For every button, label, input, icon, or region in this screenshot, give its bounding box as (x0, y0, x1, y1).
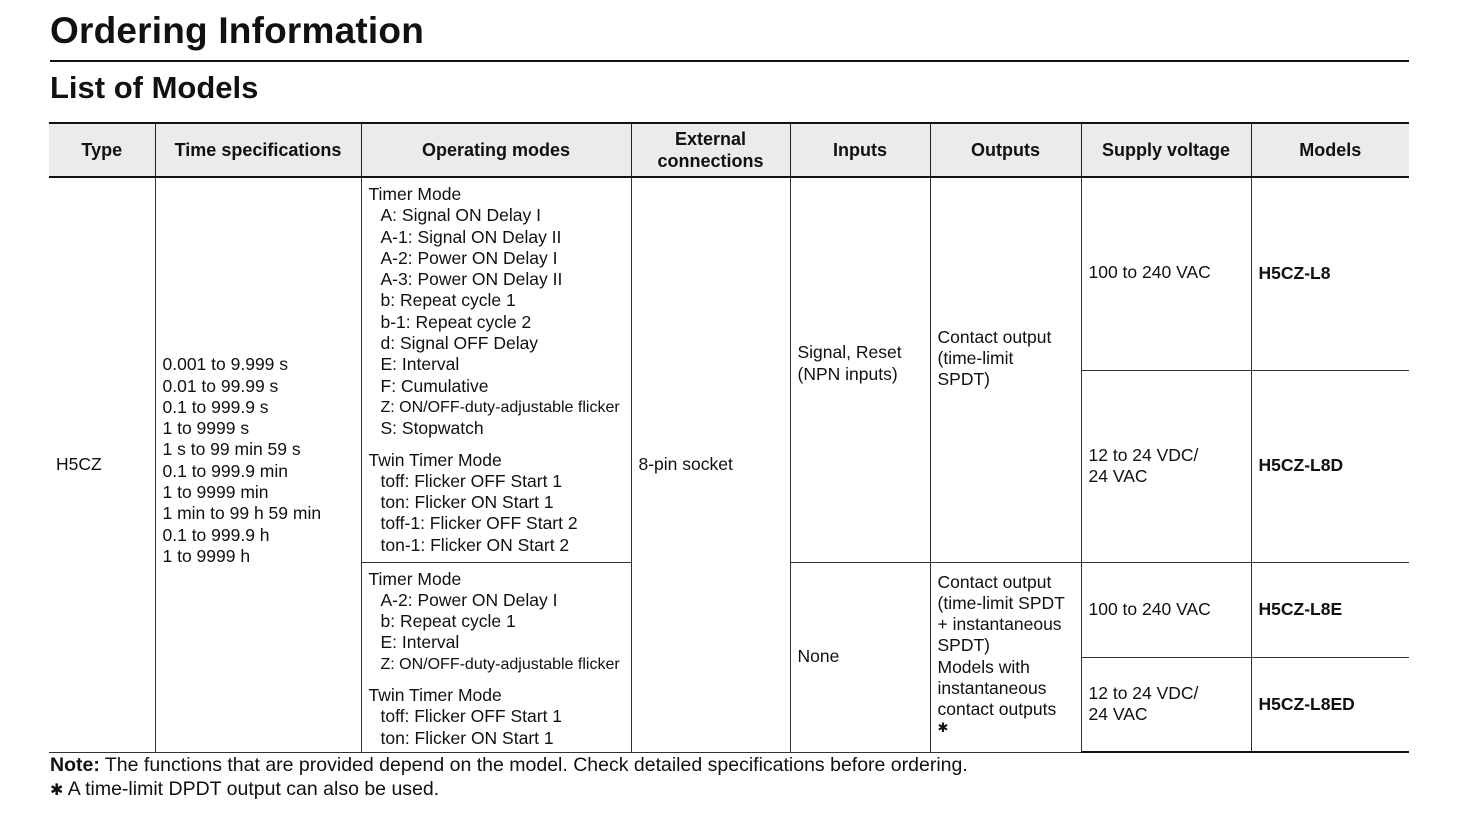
asterisk-icon: ✱ (50, 782, 64, 799)
outputs-line: SPDT) (937, 635, 990, 656)
list-item: A-2: Power ON Delay I (380, 589, 558, 610)
supply-line: 24 VAC (1088, 466, 1148, 486)
list-item: A-3: Power ON Delay II (380, 269, 563, 290)
header-supply-voltage: Supply voltage (1081, 123, 1251, 177)
asterisk-note-line (50, 777, 968, 803)
supply-voltage-cell (1081, 657, 1251, 752)
header-type: Type (49, 123, 155, 177)
outputs-line: Contact output (937, 326, 1052, 347)
type-cell: H5CZ (49, 177, 155, 752)
inputs-group1 (790, 177, 930, 562)
models-table (49, 122, 1409, 753)
model-cell: H5CZ-L8E (1251, 562, 1409, 657)
supply-voltage-cell (1081, 562, 1251, 657)
supply-voltage-cell (1081, 177, 1251, 370)
time-specs-cell (155, 177, 361, 752)
section-title: List of Models (50, 70, 259, 105)
header-operating-modes: Operating modes (361, 123, 631, 177)
supply-line: 100 to 240 VAC (1088, 598, 1211, 619)
time-spec-item: 0.1 to 999.9 h (162, 524, 270, 545)
operating-modes-group2 (361, 562, 631, 752)
header-inputs: Inputs (790, 123, 930, 177)
asterisk-note-text: A time-limit DPDT output can also be used. (63, 778, 440, 800)
time-spec-item: 1 to 9999 s (162, 418, 250, 439)
outputs-line: Models with (937, 656, 1030, 677)
outputs-line: (time-limit (937, 348, 1014, 369)
note-text: The functions that are provided depend on the model. Check detailed specifications before ordering. (99, 754, 968, 776)
outputs-line: SPDT) (937, 369, 990, 390)
twin-timer-mode-title: Twin Timer Mode (368, 449, 502, 470)
list-item: S: Stopwatch (380, 418, 484, 439)
supply-line: 12 to 24 VDC/ (1088, 682, 1199, 703)
header-time-specifications: Time specifications (155, 123, 361, 177)
time-spec-item: 0.01 to 99.99 s (162, 375, 279, 396)
inputs-line: None (797, 646, 840, 667)
note-label: Note: (50, 754, 100, 776)
header-external-line2: connections (657, 151, 764, 171)
list-item: Z: ON/OFF-duty-adjustable flicker (380, 398, 620, 416)
supply-line: 100 to 240 VAC (1088, 262, 1211, 283)
timer-mode-title: Timer Mode (368, 184, 462, 204)
title-divider (50, 60, 1409, 62)
header-models: Models (1251, 123, 1409, 177)
outputs-line: instantaneous (937, 677, 1047, 698)
table-row (49, 177, 1409, 370)
supply-line: 24 VAC (1088, 704, 1148, 725)
time-spec-item: 1 to 9999 h (162, 545, 251, 566)
supply-voltage-cell (1081, 370, 1251, 562)
time-spec-item: 1 min to 99 h 59 min (162, 503, 322, 524)
page-title: Ordering Information (50, 10, 424, 51)
model-cell: H5CZ-L8D (1251, 370, 1409, 562)
list-item: ton-1: Flicker ON Start 2 (380, 534, 570, 555)
header-external-connections (631, 123, 790, 177)
outputs-line: contact outputs (937, 699, 1057, 720)
list-item: F: Cumulative (380, 375, 489, 396)
time-spec-item: 0.1 to 999.9 s (162, 396, 269, 417)
operating-modes-group1 (361, 177, 631, 562)
timer-mode-title: Timer Mode (368, 568, 462, 589)
time-spec-item: 1 s to 99 min 59 s (162, 439, 301, 460)
list-item: E: Interval (380, 632, 460, 653)
list-item: d: Signal OFF Delay (380, 333, 539, 354)
model-cell: H5CZ-L8 (1251, 177, 1409, 370)
list-item: toff: Flicker OFF Start 1 (380, 470, 563, 491)
asterisk-icon: ✱ (937, 719, 949, 735)
footnotes (50, 753, 968, 803)
twin-timer-mode-title: Twin Timer Mode (368, 684, 502, 705)
list-item: b: Repeat cycle 1 (380, 611, 516, 632)
list-item: Z: ON/OFF-duty-adjustable flicker (380, 655, 620, 673)
list-item: E: Interval (380, 354, 460, 375)
inputs-line: Signal, Reset (797, 342, 902, 363)
list-item: b: Repeat cycle 1 (380, 290, 516, 311)
time-spec-item: 0.1 to 999.9 min (162, 460, 288, 481)
model-cell: H5CZ-L8ED (1251, 657, 1409, 752)
outputs-line: Contact output (937, 571, 1052, 592)
inputs-group2 (790, 562, 930, 752)
note-line (50, 753, 968, 777)
list-item: A-2: Power ON Delay I (380, 247, 558, 268)
list-item: A-1: Signal ON Delay II (380, 226, 562, 247)
list-item: toff: Flicker OFF Start 1 (380, 706, 563, 727)
list-item: ton: Flicker ON Start 1 (380, 492, 554, 513)
time-spec-item: 0.001 to 9.999 s (162, 354, 289, 375)
outputs-line: (time-limit SPDT (937, 592, 1065, 613)
outputs-line: + instantaneous (937, 614, 1062, 635)
table-header-row (49, 123, 1409, 177)
outputs-group1 (930, 177, 1081, 562)
inputs-line: (NPN inputs) (797, 363, 898, 384)
supply-line: 12 to 24 VDC/ (1088, 444, 1199, 465)
header-external-line1: External (674, 129, 747, 149)
external-connections-cell: 8-pin socket (631, 177, 790, 752)
outputs-group2 (930, 562, 1081, 752)
list-item: ton: Flicker ON Start 1 (380, 727, 554, 748)
list-item: A: Signal ON Delay I (380, 205, 541, 226)
time-spec-item: 1 to 9999 min (162, 482, 269, 503)
list-item: b-1: Repeat cycle 2 (380, 311, 532, 332)
list-item: toff-1: Flicker OFF Start 2 (380, 513, 578, 534)
header-outputs: Outputs (930, 123, 1081, 177)
